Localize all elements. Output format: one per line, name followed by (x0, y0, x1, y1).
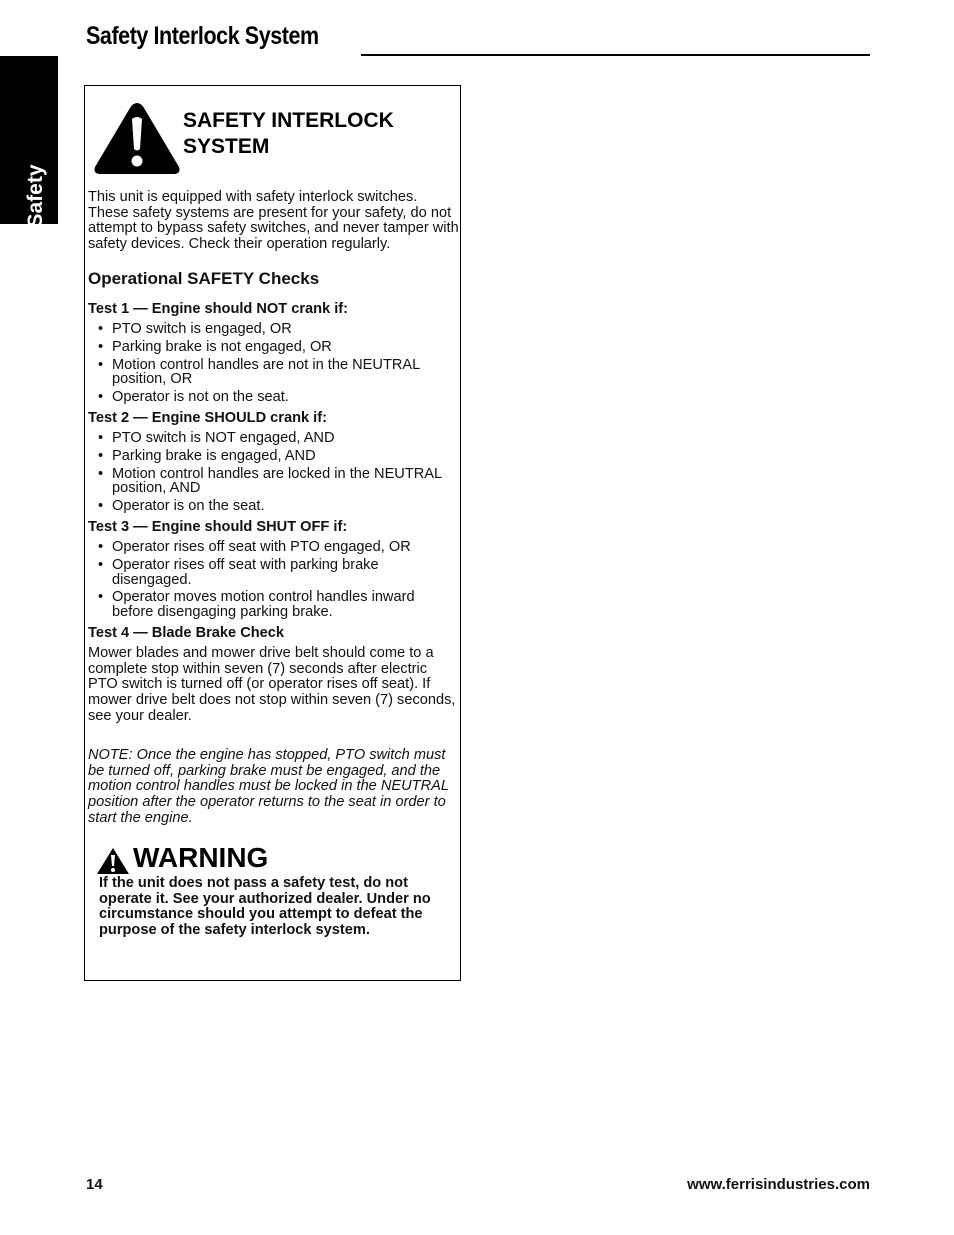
test-2-list (88, 431, 459, 513)
list-item: • Motion control handles are locked in the NEUTRAL position, AND (98, 465, 442, 497)
list-item: • Parking brake is engaged, AND (98, 447, 316, 464)
exclamation-triangle-icon (91, 97, 183, 177)
test-2-heading: Test 2 — Engine SHOULD crank if: (88, 410, 327, 427)
list-item: • Operator moves motion control handles inward before disengaging parking brake. (98, 589, 415, 620)
list-item: • Operator rises off seat with PTO engaged, OR (98, 539, 411, 556)
test-4-paragraph: Mower blades and mower drive belt should come to a complete stop within seven (7) seconds after electric PTO switch is turned off (or operator rises off seat). If mower drive belt does not stop within seven (7) seconds, see your dealer. (88, 645, 456, 724)
list-item: • PTO switch is engaged, OR (98, 321, 292, 338)
operational-checks-heading: Operational SAFETY Checks (88, 269, 320, 289)
warning-triangle-icon (96, 847, 130, 875)
warning-text: If the unit does not pass a safety test, do not operate it. See your authorized dealer. Under no circumstance should you attempt to defeat the purpose of the safety interlock system. (99, 875, 431, 938)
warning-header (96, 842, 459, 876)
intro-paragraph: This unit is equipped with safety interlock switches. These safety systems are present for your safety, do not attempt to bypass safety switches, and never tamper with safety devices. Check their operation regularly. (88, 189, 459, 252)
footer-url: www.ferrisindustries.com (687, 1176, 870, 1193)
test-4-heading: Test 4 — Blade Brake Check (88, 625, 285, 642)
list-item: • PTO switch is NOT engaged, AND (98, 430, 335, 447)
safety-interlock-box (84, 85, 461, 981)
box-title: SAFETY INTERLOCK SYSTEM (183, 109, 394, 158)
side-tab-label: Safety (24, 164, 47, 228)
test-1-heading: Test 1 — Engine should NOT crank if: (88, 301, 349, 318)
list-item: • Operator rises off seat with parking brake disengaged. (98, 556, 379, 588)
box-content (88, 190, 459, 939)
list-item: • Operator is not on the seat. (98, 388, 289, 405)
note-paragraph: NOTE: Once the engine has stopped, PTO switch must be turned off, parking brake must be engaged, and the motion control handles must be locked in the NEUTRAL position after the operator returns to the seat in order to start the engine. (88, 747, 449, 826)
list-item: • Motion control handles are not in the NEUTRAL position, OR (98, 356, 420, 388)
page-number: 14 (86, 1176, 103, 1193)
side-tab (0, 56, 58, 228)
page-title: Safety Interlock System (86, 22, 319, 50)
test-1-list (88, 322, 459, 404)
title-rule (361, 54, 870, 56)
test-3-heading: Test 3 — Engine should SHUT OFF if: (88, 519, 348, 536)
test-3-list (88, 540, 459, 619)
warning-label: WARNING (133, 842, 269, 874)
list-item: • Parking brake is not engaged, OR (98, 338, 332, 355)
list-item: • Operator is on the seat. (98, 497, 265, 514)
